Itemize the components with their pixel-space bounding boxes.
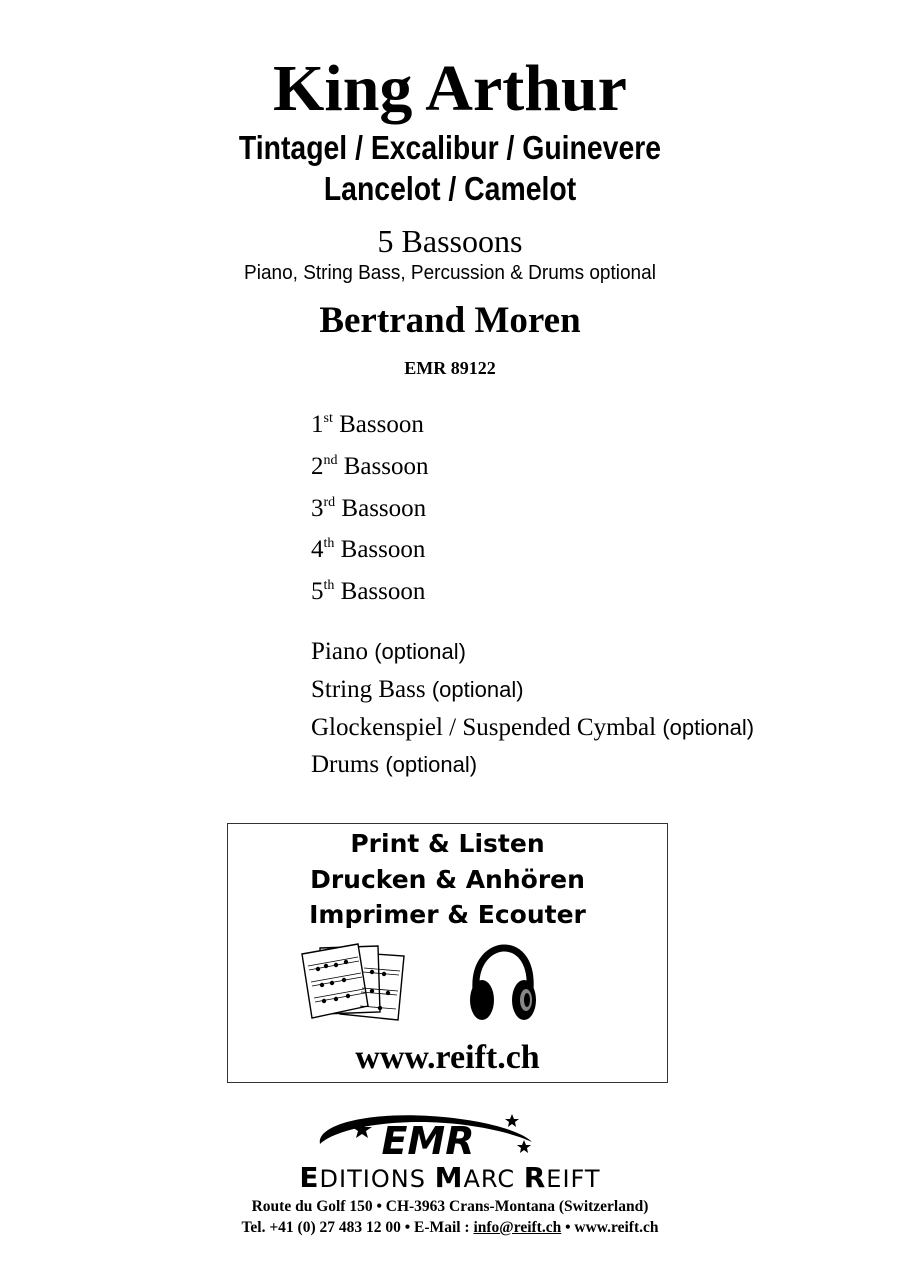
part-item: 1st Bassoon [311, 411, 424, 438]
publisher-name: EDITIONS MARC REIFT [299, 1161, 601, 1194]
promo-line-german: Drucken & Anhören [310, 865, 585, 894]
emr-logo [310, 1108, 542, 1164]
composer: Bertrand Moren [319, 300, 581, 341]
sheet-music-icon [300, 942, 412, 1026]
print-listen-box [227, 823, 668, 1083]
publisher-address: Route du Golf 150 • CH-3963 Crans-Montana (Switzerland) [251, 1198, 649, 1215]
optional-instruments: Piano, String Bass, Percussion & Drums optional [244, 262, 656, 284]
title: King Arthur [273, 52, 627, 125]
part-item: 2nd Bassoon [311, 452, 429, 480]
part-item: 4th Bassoon [311, 536, 426, 564]
headphones-icon [466, 944, 538, 1024]
publisher-contact: Tel. +41 (0) 27 483 12 00 • E-Mail : info@reift.ch • www.reift.ch [241, 1219, 659, 1236]
website-link[interactable]: www.reift.ch [355, 1039, 540, 1076]
optional-part-item: Glockenspiel / Suspended Cymbal (optional) [311, 713, 755, 741]
instrumentation: 5 Bassoons [377, 223, 523, 259]
optional-part-item: Piano (optional) [311, 638, 466, 665]
optional-part-item: Drums (optional) [311, 751, 478, 779]
optional-part-item: String Bass (optional) [311, 675, 524, 703]
subtitle-line-2: Lancelot / Camelot [323, 170, 577, 207]
subtitle-line-1: Tintagel / Excalibur / Guinevere [238, 129, 662, 166]
part-item: 5th Bassoon [311, 578, 426, 606]
catalog-number: EMR 89122 [404, 358, 496, 378]
promo-line-english: Print & Listen [350, 829, 545, 858]
parts-list [311, 406, 428, 615]
logo-text: EMR [381, 1119, 475, 1163]
part-item: 3rd Bassoon [311, 494, 427, 522]
email-link[interactable]: info@reift.ch [473, 1219, 562, 1236]
promo-line-french: Imprimer & Ecouter [309, 900, 586, 929]
optional-parts-list [311, 633, 754, 784]
